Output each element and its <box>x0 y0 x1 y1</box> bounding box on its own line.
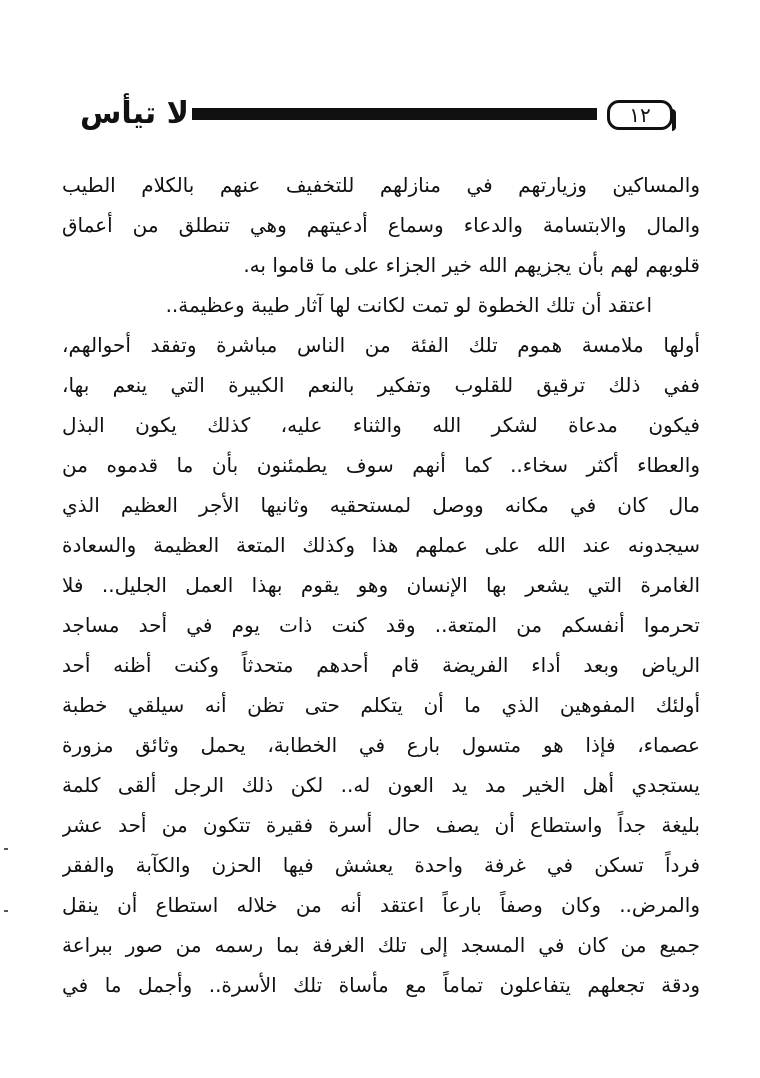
body-text <box>62 165 700 1005</box>
running-title: لا تيأس <box>80 96 189 131</box>
text-line: سيجدونه عند الله على عملهم هذا وكذلك المتعة العظيمة والسعادة <box>62 533 700 557</box>
page-number: ١٢ <box>629 103 651 127</box>
text-line: والمرض.. وكان وصفاً بارعاً اعتقد أنه من خلاله استطاع أن ينقل <box>62 893 700 917</box>
text-line: مال كان في مكانه ووصل لمستحقيه وثانيها الأجر العظيم الذي <box>62 493 700 517</box>
text-line: أولئك المفوهين الذي ما أن يتكلم حتى تظن أنه سيلقي خطبة <box>62 693 700 717</box>
text-line: والعطاء أكثر سخاء.. كما أنهم سوف يطمئنون بأن ما قدموه من <box>62 453 700 477</box>
text-line: بليغة جداً واستطاع أن يصف حال أسرة فقيرة تتكون من أحد عشر <box>62 813 700 837</box>
header-rule <box>192 108 597 120</box>
text-line: فرداً تسكن في غرفة واحدة يعشش فيها الحزن والكآبة والفقر <box>62 853 700 877</box>
page-number-box <box>607 100 673 130</box>
text-line: الغامرة التي يشعر بها الإنسان وهو يقوم بهذا العمل الجليل.. فلا <box>62 573 700 597</box>
text-line: عصماء، فإذا هو متسول بارع في الخطابة، يحمل وثائق مزورة <box>62 733 700 757</box>
text-line: ودقة تجعلهم يتفاعلون تماماً مع مأساة تلك الأسرة.. وأجمل ما في <box>62 973 700 997</box>
text-line: والمال والابتسامة والدعاء وسماع أدعيتهم وهي تنطلق من أعماق <box>62 213 700 237</box>
text-line: والمساكين وزيارتهم في منازلهم للتخفيف عنهم بالكلام الطيب <box>62 173 700 197</box>
text-line: ففي ذلك ترقيق للقلوب وتفكير بالنعم الكبيرة التي ينعم بها، <box>62 373 700 397</box>
text-line: أولها ملامسة هموم تلك الفئة من الناس مباشرة وتفقد أحوالهم، <box>62 333 700 357</box>
text-line: تحرموا أنفسكم من المتعة.. وقد كنت ذات يوم في أحد مساجد <box>62 613 700 637</box>
text-line: يستجدي أهل الخير مد يد العون له.. لكن ذلك الرجل ألقى كلمة <box>62 773 700 797</box>
paragraph-first-line: اعتقد أن تلك الخطوة لو تمت لكانت لها آثار طيبة وعظيمة.. <box>165 293 652 317</box>
scan-mark <box>4 910 8 912</box>
text-line: الرياض وبعد أداء الفريضة قام أحدهم متحدثاً وكنت أظنه أحد <box>62 653 700 677</box>
page-header <box>80 96 680 146</box>
text-line: فيكون مدعاة لشكر الله والثناء عليه، كذلك يكون البذل <box>62 413 700 437</box>
text-line: جميع من كان في المسجد إلى تلك الغرفة بما رسمه من صور ببراعة <box>62 933 700 957</box>
scan-mark <box>4 848 8 850</box>
text-line: قلوبهم لهم بأن يجزيهم الله خير الجزاء على ما قاموا به. <box>243 253 700 277</box>
